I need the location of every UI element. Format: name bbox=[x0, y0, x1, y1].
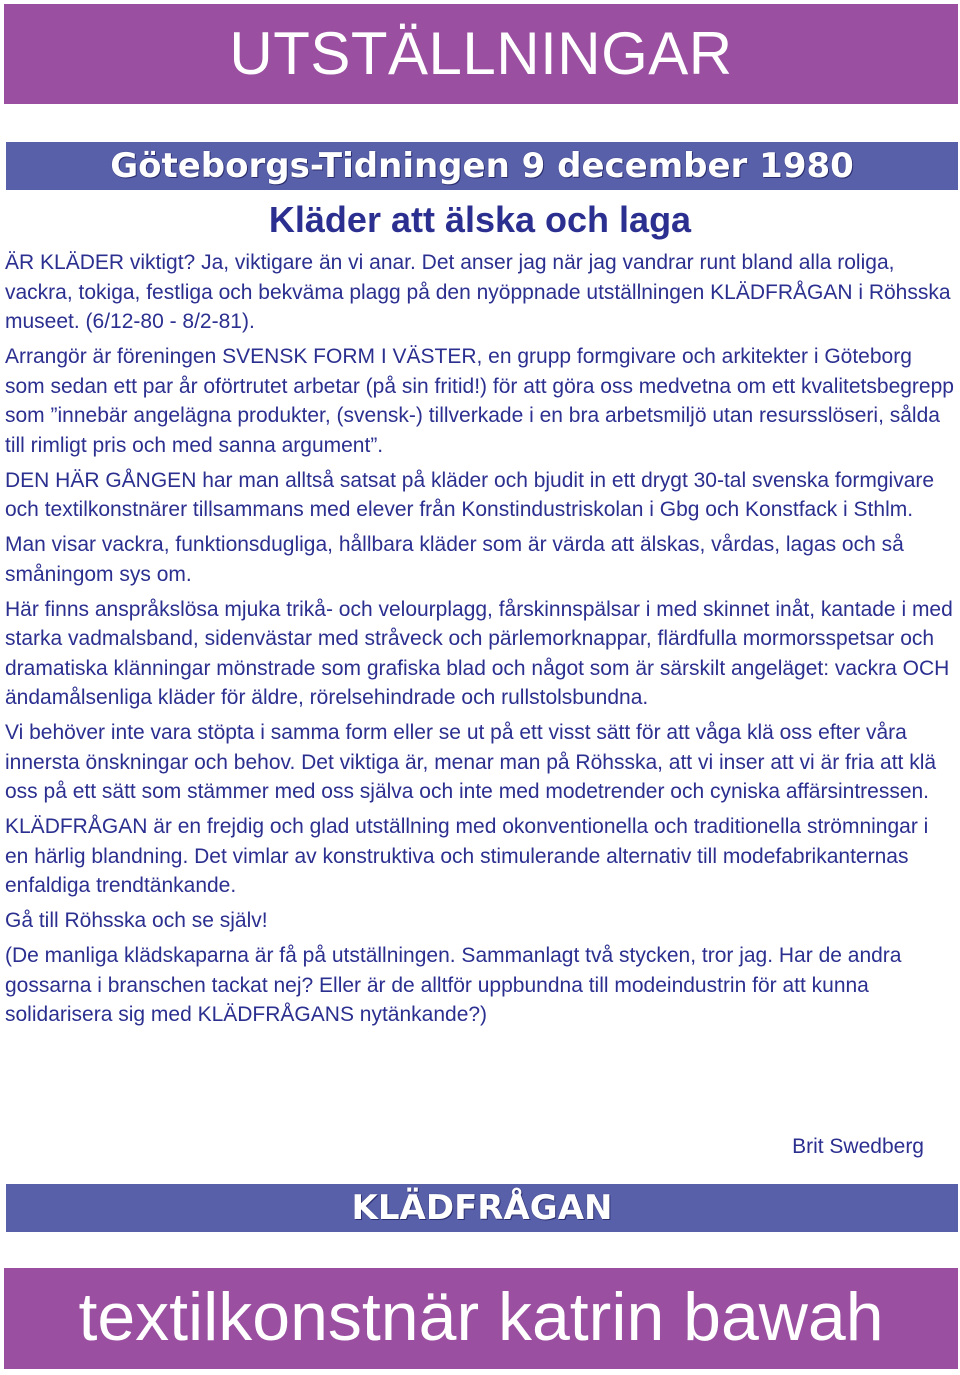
article-paragraph: Här finns anspråkslösa mjuka trikå- och velourplagg, fårskinnspälsar i med skinnet inåt, kantade i med starka vadmalsband, sidenvästar med stråveck och pärlemorknappar, flärdfulla mormorsspetsar och dramatiska klänningar mönstrade som grafiska blad och något som är särskilt angeläget: vackra OCH ändamålsenliga kläder för äldre, rörelsehindrade och rullstolsbundna. bbox=[5, 597, 953, 709]
page-title: UTSTÄLLNINGAR bbox=[229, 20, 733, 87]
exhibition-bar bbox=[6, 1184, 958, 1232]
article-paragraph: (De manliga klädskaparna är få på utställningen. Sammanlagt två stycken, tror jag. Har de andra gossarna i branschen tackat nej? Eller är de alltför uppbundna till modeindustrin för att kunna solidarisera sig med KLÄDFRÅGANS nytänkande?) bbox=[5, 944, 902, 1026]
artist-title: textilkonstnär katrin bawah bbox=[78, 1279, 884, 1355]
article-paragraph: KLÄDFRÅGAN är en frejdig och glad utställning med okonventionella och traditionella strömningar i en härlig blandning. Det vimlar av konstruktiva och stimulerande alternativ till modefabrikanternas enfaldiga trendtänkande. bbox=[5, 815, 929, 897]
article-paragraph: ÄR KLÄDER viktigt? Ja, viktigare än vi anar. Det anser jag när jag vandrar runt bland alla roliga, vackra, tokiga, festliga och bekväma plagg på den nyöppnade utställningen KLÄDFRÅGAN i Röhsska museet. (6/12-80 - 8/2-81). bbox=[5, 251, 951, 333]
exhibition-label: KLÄDFRÅGAN bbox=[351, 1188, 613, 1228]
article-headline: Kläder att älska och laga bbox=[268, 199, 692, 240]
article-paragraph: Man visar vackra, funktionsdugliga, hållbara kläder som är värda att älskas, vårdas, lagas och så småningom sys om. bbox=[5, 533, 904, 586]
article-body bbox=[5, 248, 955, 1035]
page-title-banner bbox=[4, 4, 958, 104]
article-paragraph: Arrangör är föreningen SVENSK FORM I VÄSTER, en grupp formgivare och arkitekter i Göteborg som sedan ett par år oförtrutet arbetar (på sin fritid!) för att göra oss medvetna om ett kvalitetsbegrepp som ”innebär angelägna produkter, (svensk-) tillverkade i en bra arbetsmiljö utan resursslöseri, sålda till rimligt pris och med sanna argument”. bbox=[5, 345, 954, 457]
source-label: Göteborgs-Tidningen 9 december 1980 bbox=[110, 146, 854, 186]
artist-banner bbox=[4, 1268, 958, 1369]
source-bar bbox=[6, 142, 958, 190]
article-paragraph: Gå till Röhsska och se själv! bbox=[5, 909, 268, 932]
article-paragraph: Vi behöver inte vara stöpta i samma form eller se ut på ett visst sätt för att våga klä oss efter våra innersta önskningar och behov. Det viktiga är, menar man på Röhsska, att vi inser att vi är fria att klä oss på ett sätt som stämmer med oss själva och inte med modetrender och cyniska affärsintressen. bbox=[5, 721, 937, 803]
article-paragraph: DEN HÄR GÅNGEN har man alltså satsat på kläder och bjudit in ett drygt 30-tal svenska formgivare och textilkonstnärer tillsammans med elever från Konstindustriskolan i Gbg och Konstfack i Sthlm. bbox=[5, 468, 935, 521]
author-signature: Brit Swedberg bbox=[792, 1135, 924, 1158]
